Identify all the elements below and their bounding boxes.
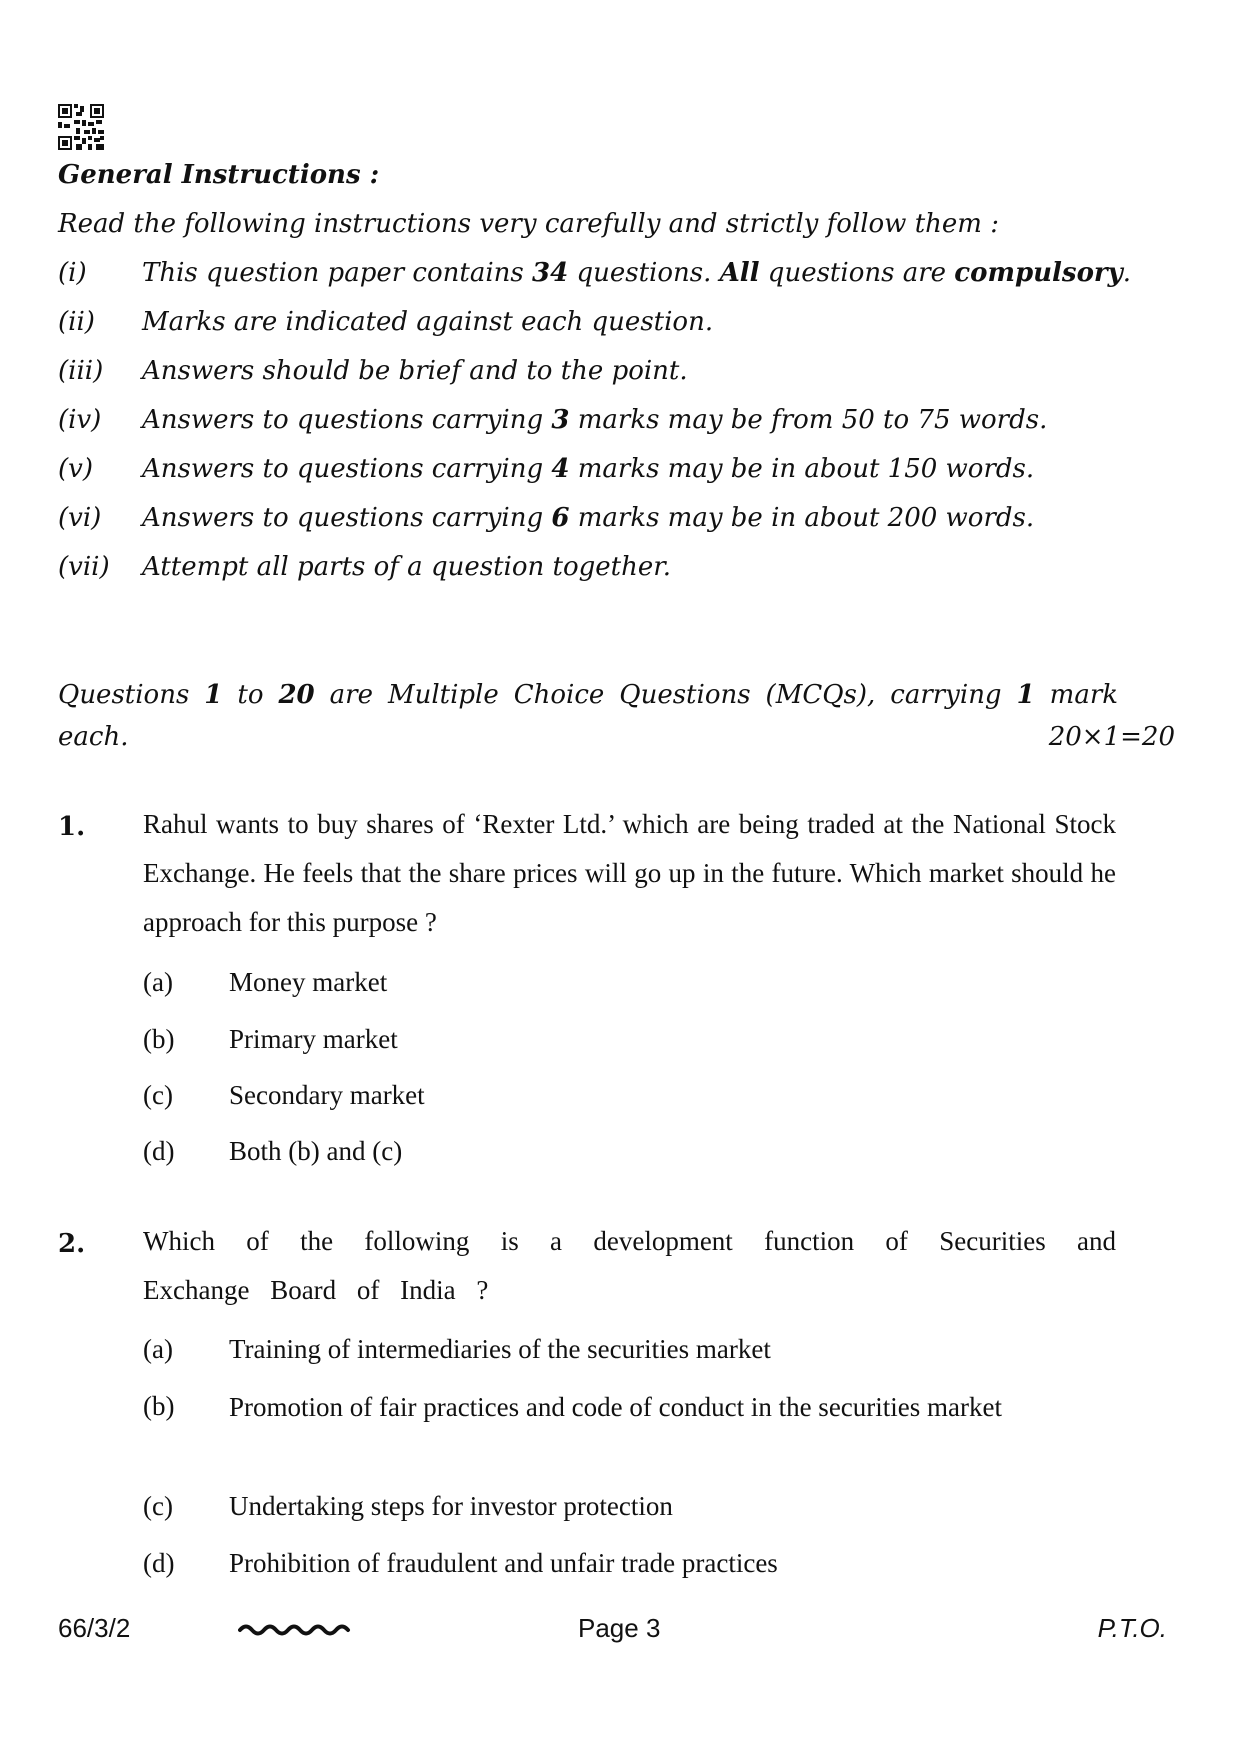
option-label: (b) <box>143 1391 175 1421</box>
instruction-text: Answers to questions carrying 6 marks may be in about 200 words. <box>142 503 1035 533</box>
question-text: Rahul wants to buy shares of ‘Rexter Ltd.’ which are being traded at the National Stock Exchange. He feels that the share prices will go up in the future. Which market should he approach for this purpose ? <box>143 809 1116 937</box>
instruction-number: (v) <box>58 454 93 484</box>
instruction-text: Attempt all parts of a question together. <box>142 552 672 582</box>
question-number: 2. <box>58 1229 86 1259</box>
section-marks: 20×1=20 <box>1048 722 1175 752</box>
instruction-text: Answers to questions carrying 4 marks may be in about 150 words. <box>142 454 1035 484</box>
option-text: Money market <box>229 967 388 997</box>
page-number: Page 3 <box>578 1613 661 1643</box>
general-instructions-heading: General Instructions : <box>58 160 380 190</box>
paper-code: 66/3/2 <box>58 1613 131 1643</box>
option-label: (d) <box>143 1136 175 1166</box>
please-turn-over: P.T.O. <box>1097 1613 1167 1643</box>
instructions-intro: Read the following instructions very carefully and strictly follow them : <box>58 209 999 239</box>
option-label: (c) <box>143 1080 173 1110</box>
option-text: Both (b) and (c) <box>229 1136 403 1166</box>
qr-code <box>58 104 104 150</box>
option-label: (b) <box>143 1024 175 1054</box>
instruction-text: Answers should be brief and to the point. <box>142 356 688 386</box>
option-text: Primary market <box>229 1024 398 1054</box>
mcq-section-note: Questions 1 to 20 are Multiple Choice Questions (MCQs), carrying 1 mark <box>58 680 1118 710</box>
mcq-section-note-continued: each. <box>58 722 129 752</box>
option-text: Secondary market <box>229 1080 425 1110</box>
option-label: (d) <box>143 1548 175 1578</box>
instruction-number: (iv) <box>58 405 102 435</box>
option-text: Promotion of fair practices and code of conduct in the securities market <box>229 1392 1002 1422</box>
instruction-number: (vii) <box>58 552 110 582</box>
instruction-text: Answers to questions carrying 3 marks may be from 50 to 75 words. <box>142 405 1048 435</box>
instruction-number: (vi) <box>58 503 102 533</box>
option-text: Training of intermediaries of the securities market <box>229 1334 771 1364</box>
instruction-number: (i) <box>58 258 87 288</box>
question-text: Which of the following is a development function of Securities and Exchange Board of India ? <box>143 1226 1116 1305</box>
option-label: (a) <box>143 967 173 997</box>
option-text: Prohibition of fraudulent and unfair trade practices <box>229 1548 778 1578</box>
tilde-ornament <box>238 1620 354 1640</box>
instruction-text: Marks are indicated against each question. <box>142 307 714 337</box>
option-text: Undertaking steps for investor protection <box>229 1491 673 1521</box>
instruction-number: (iii) <box>58 356 104 386</box>
option-label: (c) <box>143 1491 173 1521</box>
instruction-number: (ii) <box>58 307 95 337</box>
question-number: 1. <box>58 812 86 842</box>
option-label: (a) <box>143 1334 173 1364</box>
instruction-text: This question paper contains 34 questions. All questions are compulsory. <box>142 258 1131 288</box>
